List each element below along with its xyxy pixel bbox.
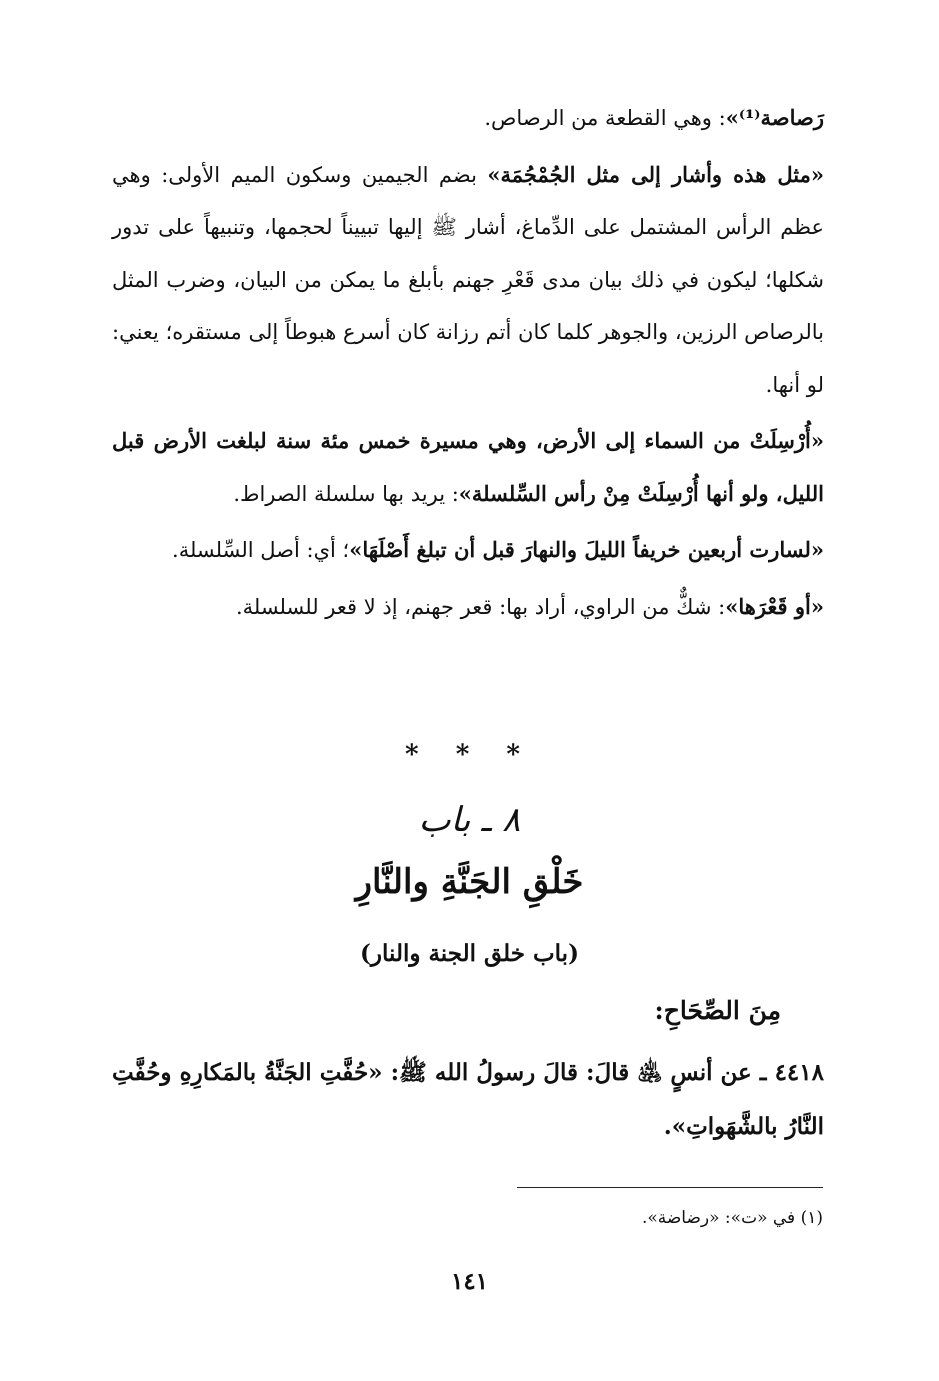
quoted-term: «أو قَعْرَها» [725, 593, 824, 619]
quoted-term: «مثل هذه وأشار إلى مثل الجُمْجُمَة» [487, 161, 824, 187]
footnote-divider [517, 1187, 823, 1188]
explanation: : يريد بها سلسلة الصراط. [233, 481, 459, 506]
page-number: ١٤١ [450, 1268, 489, 1295]
explanation: بضم الجيمين وسكون الميم الأولى: وهي عظم الرأس المشتمل على الدِّماغ، أشار ﷺ إليها تبييناً لحجمها، وتنبيهاً على تدور شكلها؛ ليكون في ذلك بيان مدى قَعْرِ جهنم بأبلغ ما يمكن من البيان، وضرب المثل بالرصاص الرزين، والجوهر كلما كان أتم رزانة كان أسرع هبوطاً إلى مستقره؛ يعني: لو أنها. [112, 162, 824, 397]
paragraph [112, 524, 824, 577]
quoted-term: «لسارت أربعين خريفاً الليلَ والنهارَ قبل أن تبلغ أَصْلَهَا» [349, 537, 824, 562]
hadith-text: ٤٤١٨ ـ عن أنسٍ ﵁ قالَ: قالَ رسولُ الله ﷺ: «حُفَّتِ الجَنَّةُ بالمَكارِهِ وحُفَّتِ النَّارُ بالشَّهَواتِ». [112, 1059, 824, 1140]
section-heading: مِنَ الصِّحَاحِ: [654, 996, 781, 1025]
commentary-text [112, 92, 824, 637]
paragraph [112, 149, 824, 412]
chapter-title: خَلْقِ الجَنَّةِ والنَّارِ [355, 862, 584, 902]
paragraph [112, 581, 824, 634]
explanation: ؛ أي: أصل السِّلسلة. [172, 538, 350, 562]
section-separator: * * * [405, 740, 534, 770]
explanation: : شكٌّ من الراوي، أراد بها: قعر جهنم، إذ لا قعر للسلسلة. [235, 594, 726, 619]
chapter-subtitle: (باب خلق الجنة والنار) [360, 940, 579, 967]
chapter-label: ٨ ـ باب [418, 800, 521, 840]
quoted-term: رَصاصة⁽¹⁾» [725, 105, 824, 130]
quoted-term: «أُرْسِلَتْ من السماء إلى الأرض، وهي مسيرة خمس مئة سنة لبلغت الأرض قبل الليل، ولو أنها أُرْسِلَتْ مِنْ رأس السِّلسلة» [112, 428, 824, 506]
paragraph [112, 415, 824, 520]
footnote: (١) في «ت»: «رضاضة». [641, 1208, 823, 1228]
explanation: : وهي القطعة من الرصاص. [484, 106, 726, 130]
paragraph [112, 92, 824, 145]
